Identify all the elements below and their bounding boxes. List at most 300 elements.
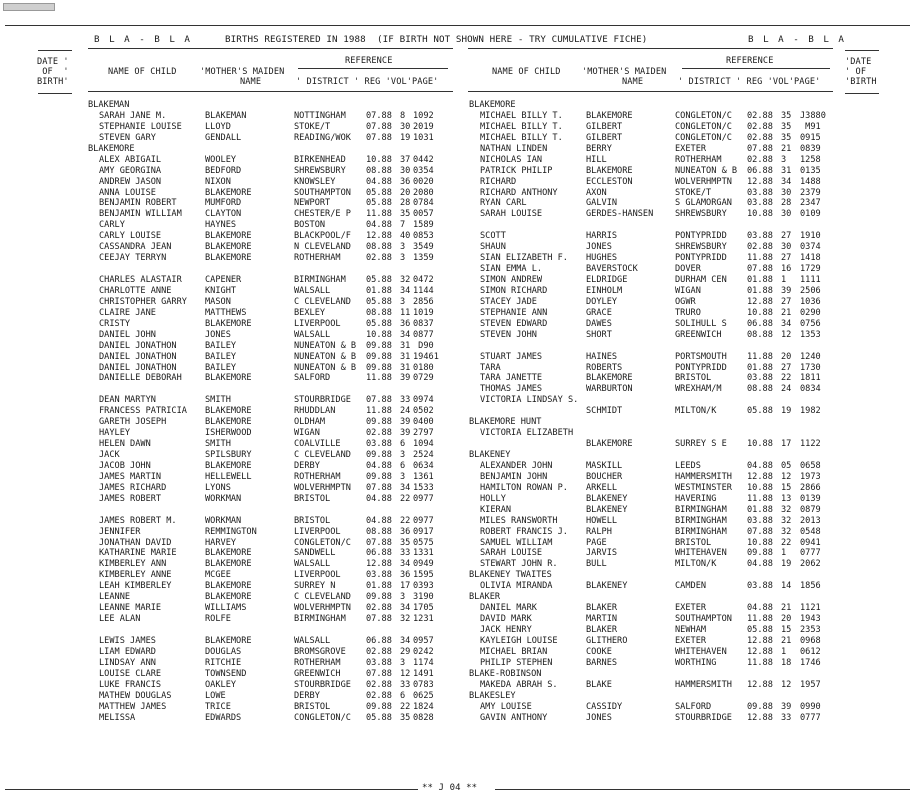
mother-maiden-name: ELDRIDGE [586,275,628,285]
child-name: VICTORIA ELIZABETH [480,428,574,439]
volume: 1 [781,548,787,559]
register-entry [469,713,849,724]
child-name: JENNIFER [99,526,141,537]
mother-maiden-name: AXON [586,187,607,198]
reg-date: 12.88 [747,646,773,657]
volume: 3 [400,592,406,603]
register-entry [88,439,460,450]
mother-maiden-name: BLAKER [586,603,618,614]
volume: 27 [781,362,792,373]
page-number: M91 [800,121,821,132]
district: BRISTOL [294,701,331,712]
mother-maiden-name: ROLFE [205,614,231,625]
district-heading-left: ' DISTRICT ' REG 'VOL'PAGE' [296,77,439,87]
header-rule-right [468,48,833,49]
page-number: 0783 [413,679,434,690]
reg-date: 02.88 [366,646,392,657]
mother-maiden-name: GILBERT [586,132,623,143]
district: CONGLETON/C [675,121,732,132]
page-number: 0949 [413,559,434,570]
register-entry [88,308,460,319]
page-number: 0290 [800,307,821,318]
child-name: CARLY LOUISE [99,231,162,242]
volume: 31 [400,362,411,373]
district: ROTHERHAM [675,154,722,165]
page-number: 1418 [800,253,821,264]
volume: 22 [400,493,411,504]
child-name: KATHARINE MARIE [99,548,177,559]
child-name: STEWART JOHN R. [480,559,558,570]
mother-maiden-name: BLAKEMORE [586,165,633,176]
volume: 11 [400,307,411,318]
blank-row [88,505,460,516]
page-number: 1122 [800,439,821,450]
district: ROTHERHAM [294,253,341,264]
mother-maiden-name: OAKLEY [205,679,237,690]
mother-maiden-name: DAWES [586,318,612,329]
register-entry [469,231,849,242]
volume: 39 [781,285,792,296]
mother-maiden-name: CASSIDY [586,701,623,712]
register-entry [469,188,849,199]
child-name: DANIEL MARK [480,603,537,614]
district: COALVILLE [294,439,341,450]
child-name: STEVEN EDWARD [480,318,548,329]
child-name: LOUISE CLARE [99,668,162,679]
mother-maiden-name: WILLIAMS [205,603,247,614]
left-register-column [88,100,460,723]
register-entry [469,384,849,395]
mother-maiden-name: BLAKEMORE [205,559,252,570]
reg-date: 11.88 [366,406,392,417]
reg-date: 10.88 [747,482,773,493]
register-entry [88,450,460,461]
mother-maiden-name: WOOLEY [205,154,237,165]
register-entry [88,527,460,538]
reg-date: 05.88 [366,318,392,329]
surname-heading [469,417,849,428]
page-number: 2524 [413,450,434,460]
reg-date: 06.88 [747,165,773,176]
register-entry [88,603,460,614]
register-entry [469,647,849,658]
reg-date: 03.88 [747,231,773,242]
reg-date: 10.88 [366,154,392,165]
page-number: 2347 [800,198,821,209]
register-entry [88,483,460,494]
reg-date: 03.88 [747,198,773,209]
page-number: 2866 [800,482,821,493]
child-name: LINDSAY ANN [99,657,156,668]
reg-date: 07.88 [366,537,392,548]
district: CONGLETON/C [675,110,732,121]
register-entry [469,177,849,188]
volume: 20 [781,351,792,362]
page-number: 1019 [413,307,434,318]
child-name: JAMES MARTIN [99,471,162,482]
volume: 31 [400,351,411,362]
volume: 34 [400,635,411,646]
child-name: MATHEW DOUGLAS [99,690,172,701]
district: NEWPORT [294,198,331,209]
mother-maiden-name: MUMFORD [205,198,242,209]
mother-maiden-name: SPILSBURY [205,450,252,460]
page-number: 0374 [800,242,821,253]
district: HAMMERSMITH [675,679,732,690]
district: BRISTOL [675,537,712,548]
mother-maiden-name: MASON [205,296,231,307]
page-number: 1361 [413,471,434,482]
register-entry [88,111,460,122]
mother-maiden-name: BLAKEMORE [205,242,252,253]
page-number: 0634 [413,460,434,471]
child-name: SIMON ANDREW [480,275,543,285]
register-entry [88,691,460,702]
reg-date: 02.88 [366,690,392,701]
register-entry [469,330,849,341]
volume: 15 [781,625,792,635]
mother-maiden-name: GERDES-HANSEN [586,209,654,220]
child-name: TARA JANETTE [480,373,543,384]
mother-maiden-name: SCHMIDT [586,406,623,417]
register-entry [469,702,849,713]
register-entry [469,144,849,155]
blank-row [88,264,460,275]
district: CONGLETON/C [675,132,732,143]
reg-date: 02.88 [366,679,392,690]
surname: BLAKER [469,592,501,603]
child-name: DEAN MARTYN [99,395,156,406]
district: SHREWSBURY [675,209,727,220]
register-entry [469,505,849,516]
page-number: 1982 [800,406,821,417]
reg-date: 03.88 [747,187,773,198]
register-entry [469,363,849,374]
child-name: CRISTY [99,318,131,329]
reg-date: 09.88 [366,592,392,603]
page-number: 0502 [413,406,434,417]
district: NUNEATON & B [294,351,357,362]
volume: 32 [781,504,792,515]
reg-date: 07.88 [747,264,773,275]
mother-maiden-name: LLOYD [205,121,231,132]
child-name: STEPHANIE LOUISE [99,121,182,132]
reg-date: 12.88 [747,296,773,307]
reg-date: 08.88 [366,526,392,537]
district: SALFORD [294,373,331,384]
page-number: 1595 [413,570,434,581]
mother-maiden-name: HAINES [586,351,618,362]
child-name: GARETH JOSEPH [99,417,167,428]
volume: 6 [400,460,406,471]
volume: 39 [400,373,411,384]
page-number: 1111 [800,275,821,285]
reference-heading-left: REFERENCE [345,56,393,66]
page-number: 0729 [413,373,434,384]
child-name: RICHARD ANTHONY [480,187,558,198]
mother-maiden-name: BLAKEMORE [205,592,252,603]
child-name: STEPHANIE ANN [480,307,548,318]
reg-date: 12.88 [366,559,392,570]
page-number: 0393 [413,581,434,592]
district: WESTMINSTER [675,482,732,493]
surname: BLAKEMORE [469,100,516,110]
volume: 3 [400,450,406,460]
mother-maiden-name: BLAKEMORE [586,373,633,384]
surname: BLAKEMORE [88,143,135,154]
header-title: BIRTHS REGISTERED IN 1988 (IF BIRTH NOT SHOWN HERE - TRY CUMULATIVE FICHE) [225,34,648,45]
surname-heading [88,100,460,111]
district: SOUTHAMPTON [675,614,732,625]
volume: 15 [781,482,792,493]
register-entry [469,538,849,549]
reg-date: 03.88 [366,657,392,668]
reg-date: 02.88 [366,603,392,614]
volume: 28 [781,198,792,209]
reg-date: 06.88 [747,318,773,329]
volume: 14 [781,581,792,592]
district: DERBY [294,690,320,701]
page-number: 1174 [413,657,434,668]
register-entry [469,439,849,450]
page-number: 1730 [800,362,821,373]
page-number: 0135 [800,165,821,176]
reg-date: 08.88 [747,329,773,340]
register-entry [469,527,849,538]
child-name: STACEY JADE [480,296,537,307]
register-entry [88,177,460,188]
register-entry [88,559,460,570]
reg-date: 05.88 [366,187,392,198]
volume: 24 [400,406,411,417]
child-name: SIMON RICHARD [480,285,548,296]
mother-maiden-name: TOWNSEND [205,668,247,679]
volume: 3 [400,296,406,307]
child-name: KIERAN [480,504,512,515]
mother-maiden-name: BLAKEMORE [205,460,252,471]
district: WOLVERHMPTN [675,176,732,187]
register-entry [88,658,460,669]
mother-maiden-name: WORKMAN [205,493,242,504]
district: BIRMINGHAM [675,515,727,526]
district: NEWHAM [675,625,707,635]
page-number: 0974 [413,395,434,406]
page-number: D90 [413,340,434,351]
page-number: 0917 [413,526,434,537]
reg-date: 09.88 [366,701,392,712]
register-entry [88,494,460,505]
page-number: 0020 [413,176,434,187]
register-entry [469,155,849,166]
register-entry [469,625,849,636]
reg-date: 12.88 [366,231,392,242]
district: NOTTINGHAM [294,110,346,121]
mother-maiden-name: BLAKEMORE [205,373,252,384]
child-name: NATHAN LINDEN [480,143,548,154]
register-entry [469,373,849,384]
child-name: PHILIP STEPHEN [480,657,553,668]
reg-date: 04.88 [366,176,392,187]
register-entry [469,483,849,494]
volume: 34 [400,482,411,493]
mother-maiden-name: RITCHIE [205,657,242,668]
page-number: 1589 [413,220,434,231]
page-number: 0784 [413,198,434,209]
reg-date: 02.88 [747,110,773,121]
surname: BLAKENEY TWAITES [469,570,552,581]
volume: 35 [781,121,792,132]
top-rule [5,25,910,26]
volume: 19 [781,406,792,417]
child-name: CHRISTOPHER GARRY [99,296,187,307]
register-entry [469,352,849,363]
reg-date: 11.88 [747,351,773,362]
page-number: 1856 [800,581,821,592]
district: PONTYPRIDD [675,231,727,242]
mother-maiden-name: WORKMAN [205,515,242,526]
register-entry [88,516,460,527]
reg-date: 06.88 [366,548,392,559]
page-number: 2379 [800,187,821,198]
page-number: 0853 [413,231,434,242]
page-number: 0877 [413,329,434,340]
reg-date: 08.88 [747,384,773,395]
volume: 34 [400,285,411,296]
mother-maiden-name: ROBERTS [586,362,623,373]
volume: 17 [781,439,792,450]
dob-heading-left-3: BIRTH' [37,77,69,87]
mother-maiden-name: BAILEY [205,351,237,362]
district: BIRMINGHAM [294,614,346,625]
volume: 34 [781,318,792,329]
child-name: MICHAEL BILLY T. [480,132,563,143]
district: SOUTHAMPTON [294,187,351,198]
district: BRISTOL [294,493,331,504]
register-entry [88,253,460,264]
reg-date: 09.88 [747,701,773,712]
mother-maiden-name: BAVERSTOCK [586,264,638,275]
district: HAVERING [675,493,717,504]
district: WIGAN [675,285,701,296]
page-number: 0057 [413,209,434,220]
district: DURHAM CEN [675,275,727,285]
reg-date: 08.88 [366,242,392,253]
page-number: 1943 [800,614,821,625]
register-entry [88,570,460,581]
register-entry [469,133,849,144]
page-number: 0109 [800,209,821,220]
mother-maiden-name: ECCLESTON [586,176,633,187]
mother-maiden-name: BLAKENEY [586,504,628,515]
reference-rule-left [298,68,448,69]
child-name: LEANNE MARIE [99,603,162,614]
register-entry [469,395,849,406]
volume: 33 [781,712,792,723]
child-name: ROBERT FRANCIS J. [480,526,568,537]
child-name: BENJAMIN JOHN [480,471,548,482]
district: SHREWSBURY [675,242,727,253]
volume: 39 [781,701,792,712]
volume: 36 [400,318,411,329]
district: BROMSGROVE [294,646,346,657]
district: DOVER [675,264,701,275]
page-number: 0777 [800,548,821,559]
register-entry [88,472,460,483]
volume: 3 [400,657,406,668]
maiden-name-heading-right: NAME [622,77,644,87]
dob-heading-right-3: 'BIRTH [845,77,877,87]
district: MILTON/K [675,406,717,417]
child-name: OLIVIA MIRANDA [480,581,553,592]
volume: 22 [781,537,792,548]
reg-date: 09.88 [747,548,773,559]
header-rule-left [88,48,453,49]
register-entry [88,702,460,713]
district: WALSALL [294,559,331,570]
volume: 31 [400,340,411,351]
mother-maiden-name: MARTIN [586,614,618,625]
district: BRISTOL [294,515,331,526]
blank-row [88,625,460,636]
mother-maiden-name: BLAKENEY [586,493,628,504]
child-name: SAMUEL WILLIAM [480,537,553,548]
volume: 34 [400,329,411,340]
child-name: HAYLEY [99,428,131,439]
register-entry [88,417,460,428]
mother-maiden-name: CLAYTON [205,209,242,220]
reference-heading-right: REFERENCE [726,56,774,66]
mother-maiden-name: HOWELL [586,515,618,526]
surname-heading [469,450,849,461]
register-entry [469,428,849,439]
register-entry [88,636,460,647]
reg-date: 12.88 [747,635,773,646]
child-name: PATRICK PHILIP [480,165,553,176]
page-number: 0837 [413,318,434,329]
volume: 21 [781,143,792,154]
district: CHESTER/E P [294,209,351,220]
reg-date: 04.88 [747,460,773,471]
page-number: 2506 [800,285,821,296]
register-entry [88,155,460,166]
register-entry [88,220,460,231]
reg-date: 04.88 [366,515,392,526]
page-number: 1231 [413,614,434,625]
maiden-name-heading-left: NAME [240,77,262,87]
reg-date: 05.88 [366,712,392,723]
reg-date: 03.88 [747,581,773,592]
register-entry [88,188,460,199]
page-number: 1533 [413,482,434,493]
surname-heading [469,100,849,111]
page-number: 1240 [800,351,821,362]
page-number: 0242 [413,646,434,657]
mother-maiden-name: HARVEY [205,537,237,548]
district: SALFORD [675,701,712,712]
reg-date: 03.88 [747,515,773,526]
mother-maiden-name: EINHOLM [586,285,623,296]
district: NUNEATON & B [675,165,738,176]
district: ROTHERHAM [294,657,341,668]
mother-maiden-name: KNIGHT [205,285,237,296]
mother-maiden-name: BLAKEMORE [205,635,252,646]
mother-maiden-name: BLAKEMORE [586,110,633,121]
district: STOURBRIDGE [294,679,351,690]
page-number: 0625 [413,690,434,701]
page-number: 1144 [413,285,434,296]
reg-date: 01.88 [366,285,392,296]
surname: BLAKENEY [469,450,511,460]
